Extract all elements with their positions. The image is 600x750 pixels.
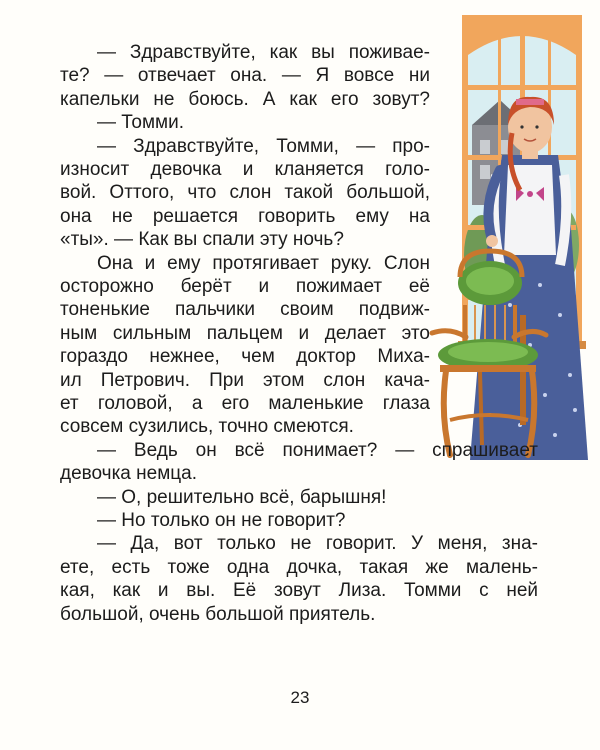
text-line: — О, решительно всё, барышня! — [97, 486, 387, 508]
text-line: гораздо нежнее, чем доктор Миха- — [60, 346, 430, 368]
text-line: капельки не боюсь. А как его зовут? — [60, 88, 430, 110]
text-line: кая, как и вы. Её зовут Лиза. Томми с ней — [60, 580, 538, 602]
text-line: ет головой, а его маленькие глаза — [60, 393, 430, 414]
text-line: — Да, вот только не говорит. У меня, зна- — [97, 533, 538, 555]
text-line: совсем сузились, точно смеются. — [60, 416, 354, 438]
text-line: ил Петрович. При этом слон кача- — [60, 369, 430, 391]
text-line: ете, есть тоже одна дочка, такая же малень- — [60, 556, 538, 578]
text-line: — Ведь он всё понимает? — спрашивает — [97, 439, 538, 461]
text-line: вой. Оттого, что слон такой большой, — [60, 182, 430, 204]
text-line: большой, очень большой приятель. — [60, 603, 376, 625]
text-line: ным сильным пальцем и делает это — [60, 322, 430, 344]
text-line: — Здравствуйте, как вы поживае- — [97, 42, 430, 63]
text-line: «ты». — Как вы спали эту ночь? — [60, 229, 344, 251]
text-line: — Томми. — [97, 112, 184, 134]
text-line: она не решается говорить ему на — [60, 205, 430, 227]
text-line: тоненькие пальчики своим подвиж- — [60, 299, 430, 321]
text-line: — Но только он не говорит? — [97, 510, 346, 531]
text-line: Она и ему протягивает руку. Слон — [97, 252, 430, 274]
text-line: — Здравствуйте, Томми, — про- — [97, 135, 430, 157]
girl-with-chair-by-window-illustration — [420, 15, 590, 460]
text-line: износит девочка и кланяется голо- — [60, 159, 430, 180]
text-line: осторожно берёт и пожимает её — [60, 276, 430, 297]
text-line: те? — отвечает она. — Я вовсе ни — [60, 65, 430, 87]
text-line: девочка немца. — [60, 463, 198, 485]
page-number: 23 — [290, 688, 310, 707]
